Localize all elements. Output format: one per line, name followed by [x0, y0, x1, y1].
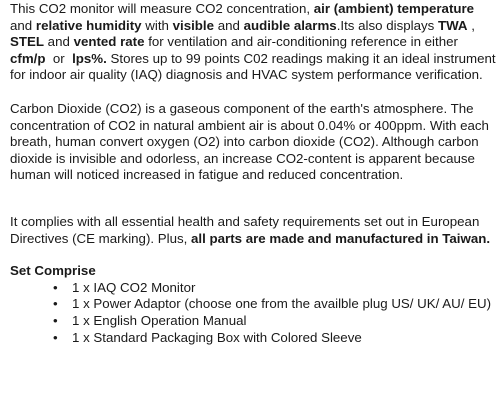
list-item-text: 1 x Standard Packaging Box with Colored Sleeve — [72, 329, 362, 345]
intro-text-5: .Its also displays — [336, 17, 438, 33]
intro-bold-lps: lps%. — [72, 50, 107, 66]
list-item — [10, 280, 496, 297]
set-comprise-list — [10, 280, 496, 346]
bullet-icon: • — [53, 312, 58, 328]
intro-text-10: Stores up to 99 points C02 readings making it an ideal instrument for indoor air quality (IAQ) diagnosis and HVAC system performance verification. — [10, 50, 496, 83]
bullet-icon: • — [53, 296, 58, 312]
intro-paragraph — [10, 1, 496, 84]
intro-text-9: or — [45, 50, 73, 66]
intro-bold-stel: STEL — [10, 34, 44, 50]
spacer — [10, 84, 496, 101]
spacer — [10, 247, 496, 263]
list-item — [10, 313, 496, 330]
set-comprise-heading: Set Comprise — [10, 263, 96, 279]
intro-text-6: , — [467, 17, 475, 33]
intro-text-8: for ventilation and air-conditioning reference in either — [144, 34, 458, 50]
list-item — [10, 330, 496, 347]
intro-bold-visible: visible — [172, 17, 214, 33]
intro-bold-audible-alarms: audible alarms — [243, 17, 337, 33]
list-item-text: 1 x IAQ CO2 Monitor — [72, 279, 196, 295]
intro-bold-vented-rate: vented rate — [73, 34, 145, 50]
list-item-text: 1 x Power Adaptor (choose one from the availble plug US/ UK/ AU/ EU) — [72, 296, 492, 312]
intro-text-7: and — [43, 34, 74, 50]
intro-bold-temperature: air (ambient) temperature — [313, 1, 475, 16]
intro-text-4: and — [214, 17, 244, 33]
compliance-text: It complies with all essential health and safety requirements set out in European Directives (CE marking). Plus, — [10, 213, 480, 246]
intro-text-1: This CO2 monitor will measure CO2 concentration, — [10, 1, 314, 16]
intro-bold-cfmp: cfm/p — [10, 50, 46, 66]
intro-text-3: with — [141, 17, 173, 33]
product-description — [10, 1, 496, 346]
bullet-icon: • — [53, 329, 58, 345]
intro-bold-twa: TWA — [437, 17, 468, 33]
bullet-icon: • — [53, 279, 58, 295]
co2-paragraph: Carbon Dioxide (CO2) is a gaseous component of the earth's atmosphere. The concentration of CO2 in natural ambient air is about 0.04% or 400ppm. With each breath, human convert oxygen (O2) into carbon dioxide (CO2). Although carbon dioxide is invisible and odorless, an increase CO2-content is apparent because human will noticed increased in fatigue and reduced concentration. — [10, 100, 489, 183]
compliance-paragraph — [10, 214, 496, 247]
intro-bold-humidity: relative humidity — [35, 17, 142, 33]
list-item — [10, 296, 496, 313]
compliance-bold-made-in-taiwan: all parts are made and manufactured in Taiwan. — [191, 230, 491, 246]
spacer — [10, 184, 496, 214]
list-item-text: 1 x English Operation Manual — [72, 312, 247, 328]
intro-text-2: and — [10, 17, 36, 33]
